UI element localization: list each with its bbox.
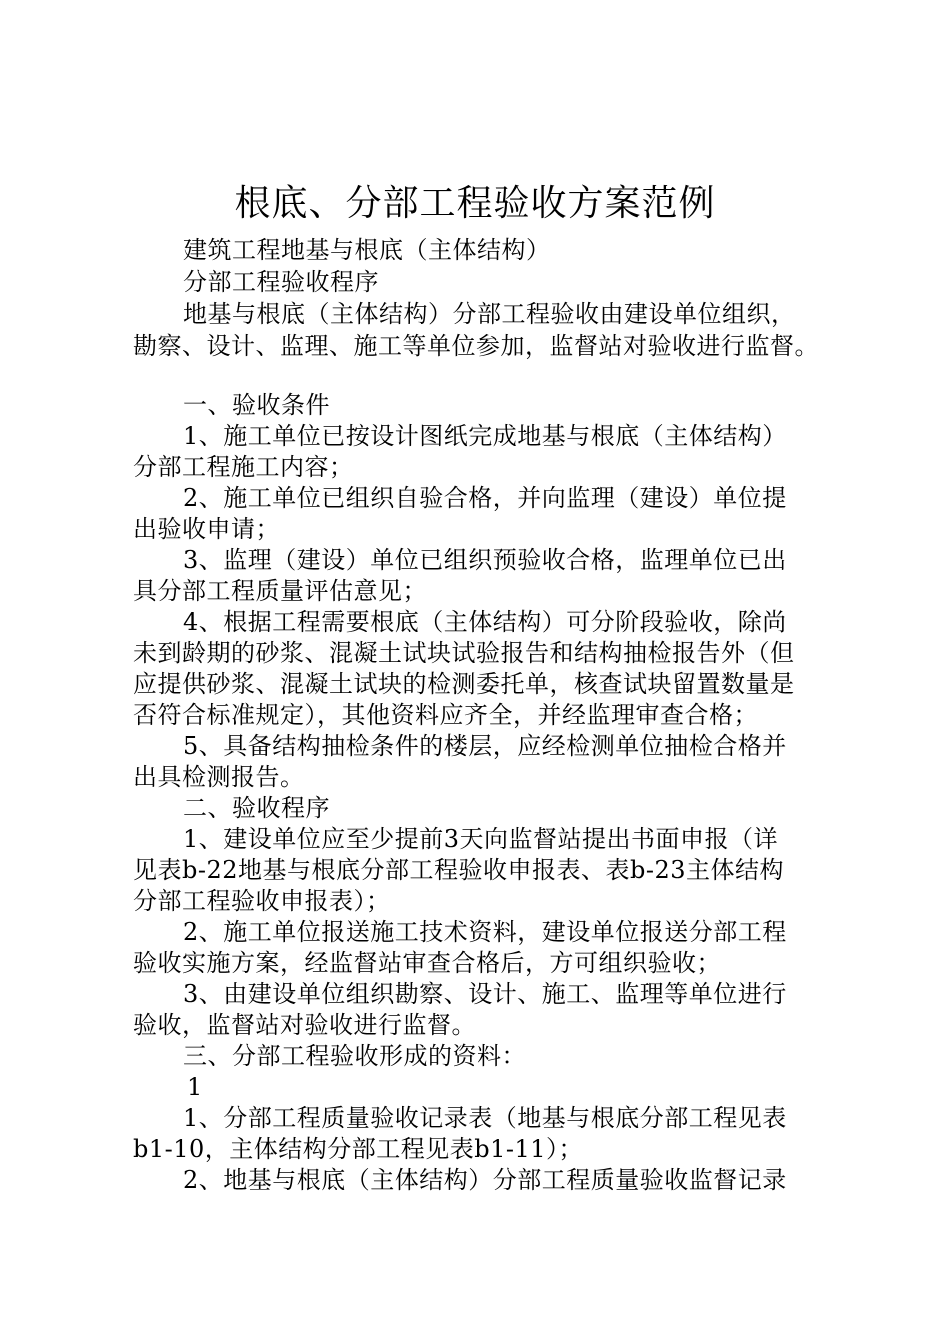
section-heading: 一、验收条件 xyxy=(183,391,330,419)
paragraph-line: 4、根据工程需要根底（主体结构）可分阶段验收，除尚 xyxy=(183,608,787,636)
paragraph-line: 1、施工单位已按设计图纸完成地基与根底（主体结构） xyxy=(183,422,787,450)
paragraph-line: 具分部工程质量评估意见； xyxy=(133,577,427,605)
paragraph-line: 分部工程施工内容； xyxy=(133,453,354,481)
paragraph-line: 分部工程验收申报表）； xyxy=(133,887,391,915)
page-number: 1 xyxy=(187,1073,203,1101)
paragraph-line: 2、施工单位报送施工技术资料，建设单位报送分部工程 xyxy=(183,918,787,946)
paragraph-line: 应提供砂浆、混凝土试块的检测委托单，核查试块留置数量是 xyxy=(133,670,795,698)
section-heading: 二、验收程序 xyxy=(183,794,330,822)
paragraph-line: 5、具备结构抽检条件的楼层，应经检测单位抽检合格并 xyxy=(183,732,787,760)
paragraph-line: b1-10，主体结构分部工程见表b1-11）； xyxy=(133,1135,584,1163)
paragraph-line: 2、地基与根底（主体结构）分部工程质量验收监督记录 xyxy=(183,1166,787,1194)
paragraph-line: 2、施工单位已组织自验合格，并向监理（建设）单位提 xyxy=(183,484,787,512)
paragraph-line: 验收，监督站对验收进行监督。 xyxy=(133,1011,476,1039)
paragraph-line: 验收实施方案，经监督站审查合格后，方可组织验收； xyxy=(133,949,721,977)
paragraph-line: 3、由建设单位组织勘察、设计、施工、监理等单位进行 xyxy=(183,980,787,1008)
paragraph-line: 1、分部工程质量验收记录表（地基与根底分部工程见表 xyxy=(183,1104,787,1132)
section-heading: 三、分部工程验收形成的资料： xyxy=(183,1042,526,1070)
paragraph-line: 否符合标准规定），其他资料应齐全，并经监理审查合格； xyxy=(133,701,758,729)
paragraph-line: 勘察、设计、监理、施工等单位参加，监督站对验收进行监督。 xyxy=(133,332,819,360)
paragraph-line: 出具检测报告。 xyxy=(133,763,305,791)
paragraph-line: 见表b-22地基与根底分部工程验收申报表、表b-23主体结构 xyxy=(133,856,785,884)
document-title: 根底、分部工程验收方案范例 xyxy=(234,183,716,224)
paragraph-line: 3、监理（建设）单位已组织预验收合格，监理单位已出 xyxy=(183,546,787,574)
paragraph-line: 1、建设单位应至少提前3天向监督站提出书面申报（详 xyxy=(183,825,779,853)
paragraph-line: 建筑工程地基与根底（主体结构） xyxy=(183,236,551,264)
paragraph-line: 未到龄期的砂浆、混凝土试块试验报告和结构抽检报告外（但 xyxy=(133,639,795,667)
paragraph-line: 分部工程验收程序 xyxy=(183,268,379,296)
paragraph-line: 地基与根底（主体结构）分部工程验收由建设单位组织， xyxy=(183,300,796,328)
paragraph-line: 出验收申请； xyxy=(133,515,280,543)
